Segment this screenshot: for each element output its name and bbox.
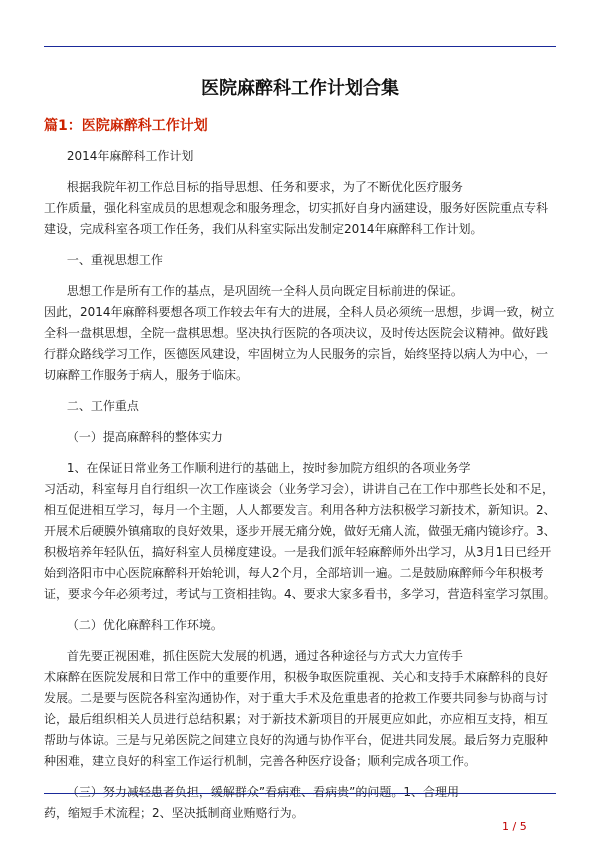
- subheading-burden-line1: （三）努力减轻患者负担，缓解群众”看病难、看病贵”的问题。1、合理用: [44, 785, 459, 799]
- paragraph-intro-line1: 根据我院年初工作总目标的指导思想、任务和要求，为了不断优化医疗服务: [44, 180, 463, 194]
- subheading-burden-rest: 药，缩短手术流程；2、坚决抵制商业贿赂行为。: [44, 806, 304, 820]
- heading-thought-work: 一、重视思想工作: [44, 253, 163, 267]
- subheading-strength: （一）提高麻醉科的整体实力: [44, 430, 223, 444]
- subheading-environment: （二）优化麻醉科工作环境。: [44, 618, 223, 632]
- paragraph-strength-line1: 1、在保证日常业务工作顺利进行的基础上，按时参加院方组织的各项业务学: [44, 461, 471, 475]
- document-title: 医院麻醉科工作计划合集: [201, 78, 399, 99]
- paragraph-environment-line1: 首先要正视困难，抓住医院大发展的机遇，通过各种途径与方式大力宣传手: [44, 649, 463, 663]
- document-body: [44, 146, 556, 824]
- paragraph-environment-rest: 术麻醉在医院发展和日常工作中的重要作用，积极争取医院重视、关心和支持手术麻醉科的良好发展。二是要与医院各科室沟通协作，对于重大手术及危重患者的抢救工作要共同参与协商与讨论，最后组织相关人员进行总结积累；对于新技术新项目的开展更应如此，亦应相互支持，相互帮助与体谅。三是与兄弟医院之间建立良好的沟通与协作平台，促进共同发展。最后努力克服种种困难，建立良好的科室工作运行机制，完善各种医疗设备；顺利完成各项工作。: [44, 670, 549, 768]
- paragraph-intro-rest: 工作质量，强化科室成员的思想观念和服务理念，切实抓好自身内涵建设，服务好医院重点专科建设，完成科室各项工作任务，我们从科室实际出发制定2014年麻醉科工作计划。: [44, 201, 549, 236]
- paragraph-thought-line1: 思想工作是所有工作的基点，是巩固统一全科人员向既定目标前进的保证。: [44, 284, 463, 298]
- paragraph-strength-rest: 习活动，科室每月自行组织一次工作座谈会（业务学习会），讲讲自己在工作中那些长处和不足，相互促进相互学习，每月一个主题，人人都要发言。利用各种方法积极学习新技术，新知识。2、开展术后硬膜外镇痛取的良好效果，逐步开展无痛分娩，做好无痛人流，做强无痛内镜诊疗。3、积极培养年轻队伍，搞好科室人员梯度建设。一是我们派年轻麻醉师外出学习，从3月1日已经开始到洛阳市中心医院麻醉科开始轮训，每人2个月，全部培训一遍。二是鼓励麻醉师今年积极考证，要求今年必须考过，考试与工资相挂钩。4、要求大家多看书，多学习，营造科室学习氛围。: [44, 482, 556, 601]
- header-rule: [44, 46, 556, 47]
- heading-work-focus: 二、工作重点: [44, 399, 139, 413]
- footer-rule: [44, 793, 556, 794]
- paragraph-plan-title: 2014年麻醉科工作计划: [44, 149, 194, 163]
- paragraph-thought-rest: 因此，2014年麻醉科要想各项工作较去年有大的进展，全科人员必须统一思想，步调一致，树立全科一盘棋思想，全院一盘棋思想。坚决执行医院的各项决议，及时传达医院会议精神。做好践行群众路线学习工作，医德医风建设，牢固树立为人民服务的宗旨，始终坚持以病人为中心，一切麻醉工作服务于病人，服务于临床。: [44, 305, 555, 382]
- section-heading: 篇1：医院麻醉科工作计划: [44, 118, 208, 134]
- page-number: 1 / 5: [502, 820, 527, 833]
